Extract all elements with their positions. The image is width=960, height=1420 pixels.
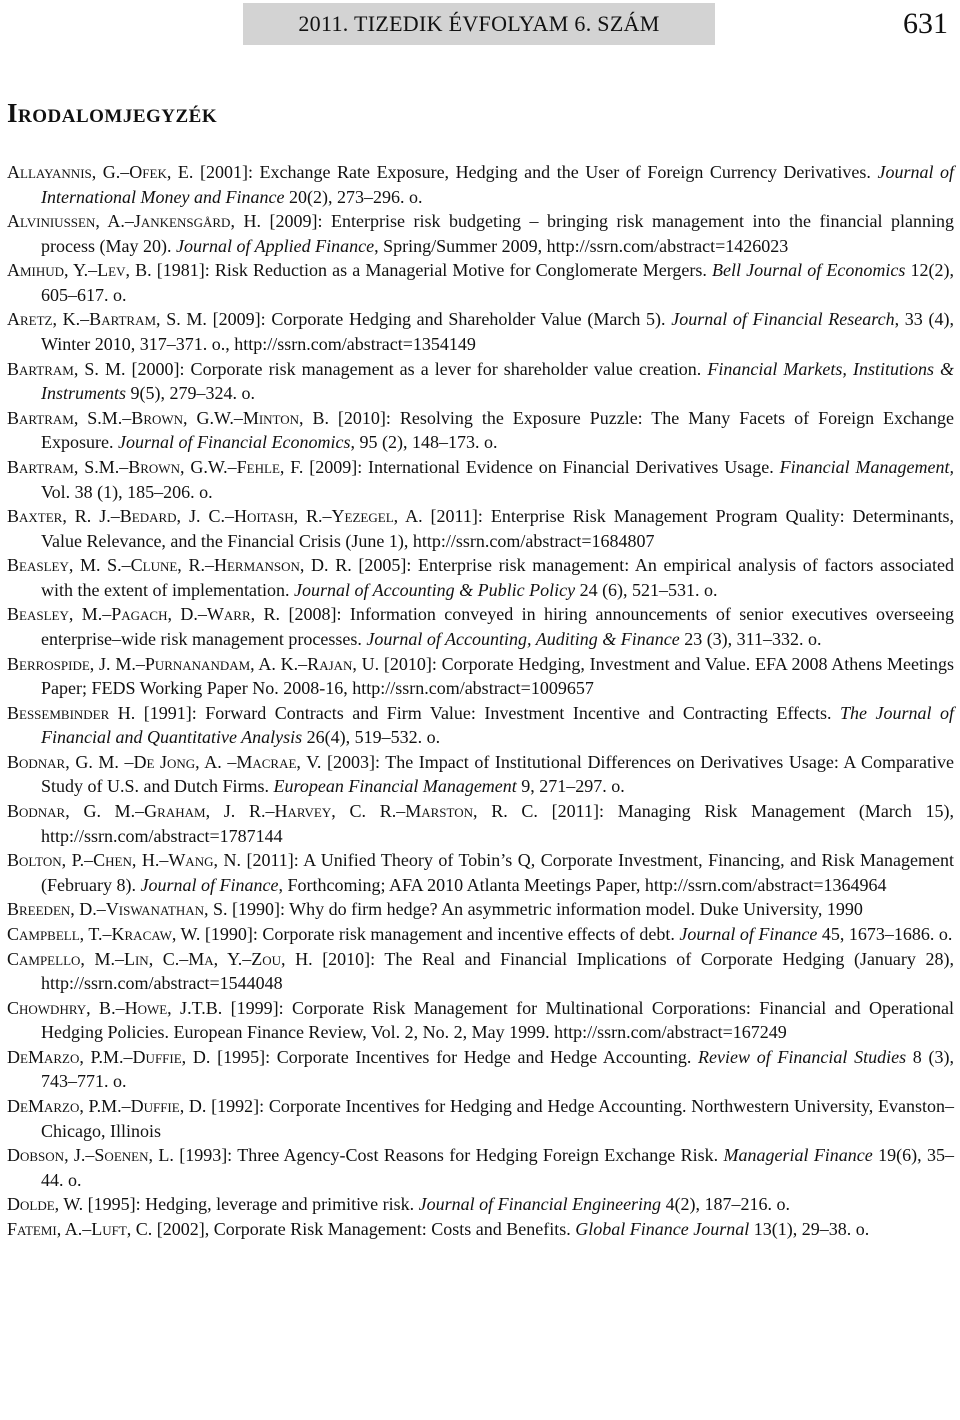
- reference-item: [7, 652, 954, 701]
- reference-item: [7, 406, 954, 455]
- reference-item: [7, 750, 954, 799]
- reference-item: [7, 160, 954, 209]
- reference-details: 23 (3), 311–332. o.: [679, 628, 822, 649]
- reference-source: Journal of Accounting, Auditing & Finance: [366, 628, 680, 649]
- reference-source: Global Finance Journal: [575, 1218, 750, 1239]
- reference-details: 4(2), 187–216. o.: [661, 1194, 791, 1215]
- reference-item: [7, 504, 954, 553]
- reference-authors: Beasley, M.–Pagach, D.–Warr, R.: [7, 604, 281, 625]
- reference-authors: DeMarzo, P.M.–Duffie, D.: [7, 1095, 207, 1116]
- reference-text: [2009]: International Evidence on Financial Derivatives Usage.: [303, 456, 780, 477]
- reference-authors: Fatemi, A.–Luft, C.: [7, 1218, 153, 1239]
- reference-item: [7, 848, 954, 897]
- reference-text: [2009]: Enterprise risk budgeting – bringing risk management into the financial planning process (May 20).: [41, 211, 954, 256]
- reference-authors: Bolton, P.–Chen, H.–Wang, N.: [7, 850, 241, 871]
- reference-item: [7, 947, 954, 996]
- reference-source: Journal of Financial Research: [671, 309, 895, 330]
- reference-authors: Campbell, T.–Kracaw, W.: [7, 923, 201, 944]
- reference-text: [1993]: Three Agency-Cost Reasons for Hedging Foreign Exchange Risk.: [173, 1145, 724, 1166]
- reference-authors: Beasley, M. S.–Clune, R.–Hermanson, D. R.: [7, 555, 352, 576]
- reference-authors: Alviniussen, A.–Jankensgård, H.: [7, 211, 261, 232]
- reference-item: [7, 209, 954, 258]
- reference-item: [7, 897, 954, 922]
- reference-source: Journal of Financial Engineering: [418, 1194, 662, 1215]
- reference-source: Financial Markets, Institutions & Instruments: [41, 358, 955, 404]
- reference-source: Journal of Accounting & Public Policy: [293, 579, 576, 600]
- reference-authors: DeMarzo, P.M.–Duffie, D.: [7, 1046, 211, 1067]
- running-header: [243, 3, 715, 45]
- reference-authors: Dolde, W.: [7, 1194, 84, 1215]
- reference-text: [2009]: Corporate Hedging and Shareholder Value (March 5).: [206, 309, 672, 330]
- reference-authors: Amihud, Y.–Lev, B.: [7, 260, 152, 281]
- reference-details: 8 (3), 743–771. o.: [41, 1046, 954, 1092]
- reference-text: [2010]: Resolving the Exposure Puzzle: The Many Facets of Foreign Exchange Exposure.: [41, 407, 954, 453]
- reference-text: [2011]: Enterprise Risk Management Program Quality: Determinants, Value Relevance, and the Financial Crisis (June 1), http://ssrn.com/abstract=1684807: [41, 506, 954, 551]
- reference-text: [1995]: Hedging, leverage and primitive risk.: [83, 1194, 419, 1215]
- reference-text: [2011]: A Unified Theory of Tobin’s Q, Corporate Investment, Financing, and Risk Management (February 8).: [41, 850, 955, 895]
- reference-authors: Breeden, D.–Viswanathan, S.: [7, 899, 228, 920]
- reference-authors: Allayannis, G.–Ofek, E.: [7, 162, 194, 182]
- reference-source: Bell Journal of Economics: [712, 260, 906, 281]
- reference-item: [7, 1143, 954, 1192]
- reference-authors: Bessembinder H.: [7, 702, 136, 723]
- reference-details: 24 (6), 521–531. o.: [575, 579, 718, 600]
- reference-text: [2008]: Information conveyed in hiring announcements of senior executives overseeing enterprise–wide risk management processes.: [41, 604, 954, 649]
- reference-item: [7, 1094, 954, 1143]
- reference-list: [7, 160, 954, 1241]
- reference-authors: Bartram, S.M.–Brown, G.W.–Minton, B.: [7, 407, 329, 428]
- reference-item: [7, 1045, 954, 1094]
- reference-authors: Chowdhry, B.–Howe, J.T.B.: [7, 997, 223, 1018]
- reference-text: [2000]: Corporate risk management as a lever for shareholder value creation.: [125, 358, 708, 379]
- running-title: 2011. TIZEDIK ÉVFOLYAM 6. SZÁM: [298, 11, 660, 36]
- reference-authors: Baxter, R. J.–Bedard, J. C.–Hoitash, R.–Yezegel, A.: [7, 506, 423, 527]
- reference-details: 19(6), 35–44. o.: [41, 1145, 954, 1190]
- reference-details: , Forthcoming; AFA 2010 Atlanta Meetings Paper, http://ssrn.com/abstract=1364964: [278, 874, 887, 895]
- reference-source: The Journal of Financial and Quantitative Analysis: [41, 702, 954, 748]
- reference-details: 9, 271–297. o.: [516, 776, 625, 797]
- reference-text: [1992]: Corporate Incentives for Hedging and Hedge Accounting. Northwestern University, Evanston–Chicago, Illinois: [41, 1095, 954, 1141]
- reference-text: [2005]: Enterprise risk management: An empirical analysis of factors associated with the extent of implementation.: [41, 555, 954, 600]
- reference-source: Journal of Applied Finance: [175, 235, 375, 256]
- reference-details: 13(1), 29–38. o.: [749, 1218, 870, 1239]
- reference-text: [1999]: Corporate Risk Management for Multinational Corporations: Financial and Operational Hedging Policies. European Finance Review, Vol. 2, No. 2, May 1999. http://ssrn.com/abstract=167249: [41, 997, 954, 1043]
- reference-details: , Spring/Summer 2009, http://ssrn.com/abstract=1426023: [374, 235, 789, 256]
- reference-item: [7, 701, 954, 750]
- reference-text: [1990]: Why do firm hedge? An asymmetric information model. Duke University, 1990: [227, 899, 863, 920]
- reference-item: [7, 799, 954, 848]
- reference-details: , 33 (4), Winter 2010, 317–371. o., http://ssrn.com/abstract=1354149: [41, 309, 954, 355]
- reference-authors: Aretz, K.–Bartram, S. M.: [7, 309, 207, 330]
- reference-authors: Campello, M.–Lin, C.–Ma, Y.–Zou, H.: [7, 948, 313, 969]
- reference-details: 20(2), 273–296. o.: [284, 186, 423, 207]
- reference-details: Vol. 38 (1), 185–206. o.: [41, 481, 213, 502]
- page-number: 631: [903, 7, 948, 40]
- reference-item: [7, 1217, 954, 1242]
- reference-source: Review of Financial Studies: [698, 1046, 907, 1067]
- reference-authors: Bodnar, G. M.–Graham, J. R.–Harvey, C. R.–Marston, R. C.: [7, 801, 538, 822]
- reference-source: Journal of Financial Economics: [117, 432, 351, 453]
- reference-text: [2002], Corporate Risk Management: Costs and Benefits.: [152, 1218, 576, 1239]
- reference-item: [7, 455, 954, 504]
- reference-details: , 95 (2), 148–173. o.: [350, 432, 498, 453]
- reference-source: Journal of International Money and Finance: [41, 162, 955, 207]
- reference-text: [1981]: Risk Reduction as a Managerial Motive for Conglomerate Mergers.: [151, 260, 713, 281]
- reference-source: Financial Management,: [779, 456, 954, 477]
- reference-item: [7, 307, 954, 356]
- reference-item: [7, 996, 954, 1045]
- reference-source: Managerial Finance: [723, 1145, 873, 1166]
- reference-item: [7, 553, 954, 602]
- reference-item: [7, 1192, 954, 1217]
- reference-text: [2001]: Exchange Rate Exposure, Hedging and the User of Foreign Currency Derivatives.: [193, 162, 878, 182]
- reference-details: 26(4), 519–532. o.: [302, 727, 441, 748]
- reference-source: European Financial Management: [273, 776, 517, 797]
- reference-text: [2010]: Corporate Hedging, Investment and Value. EFA 2008 Athens Meetings Paper; FEDS Working Paper No. 2008-16, http://ssrn.com/abstract=1009657: [41, 653, 954, 699]
- reference-details: 12(2), 605–617. o.: [41, 260, 954, 305]
- reference-item: [7, 922, 954, 947]
- reference-text: [2010]: The Real and Financial Implications of Corporate Hedging (January 28), http://ssrn.com/abstract=1544048: [41, 948, 954, 994]
- reference-authors: Dobson, J.–Soenen, L.: [7, 1145, 174, 1166]
- reference-item: [7, 258, 954, 307]
- reference-text: [2003]: The Impact of Institutional Differences on Derivatives Usage: A Comparative Study of U.S. and Dutch Firms.: [41, 751, 954, 797]
- reference-text: [2011]: Managing Risk Management (March 15), http://ssrn.com/abstract=1787144: [41, 801, 955, 846]
- reference-details: 45, 1673–1686. o.: [817, 923, 953, 944]
- reference-authors: Bartram, S.M.–Brown, G.W.–Fehle, F.: [7, 456, 304, 477]
- reference-details: 9(5), 279–324. o.: [126, 383, 255, 404]
- reference-item: [7, 602, 954, 651]
- reference-source: Journal of Finance: [140, 874, 279, 895]
- section-title: Irodalomjegyzék: [7, 98, 218, 128]
- reference-text: [1991]: Forward Contracts and Firm Value: Investment Incentive and Contracting Effects.: [135, 702, 840, 723]
- reference-text: [1995]: Corporate Incentives for Hedge and Hedge Accounting.: [210, 1046, 699, 1067]
- reference-text: [1990]: Corporate risk management and incentive effects of debt.: [200, 923, 680, 944]
- reference-source: Journal of Finance: [679, 923, 818, 944]
- reference-authors: Bodnar, G. M. –De Jong, A. –Macrae, V.: [7, 751, 322, 772]
- reference-authors: Bartram, S. M.: [7, 358, 126, 379]
- reference-item: [7, 357, 954, 406]
- reference-authors: Berrospide, J. M.–Purnanandam, A. K.–Rajan, U.: [7, 653, 380, 674]
